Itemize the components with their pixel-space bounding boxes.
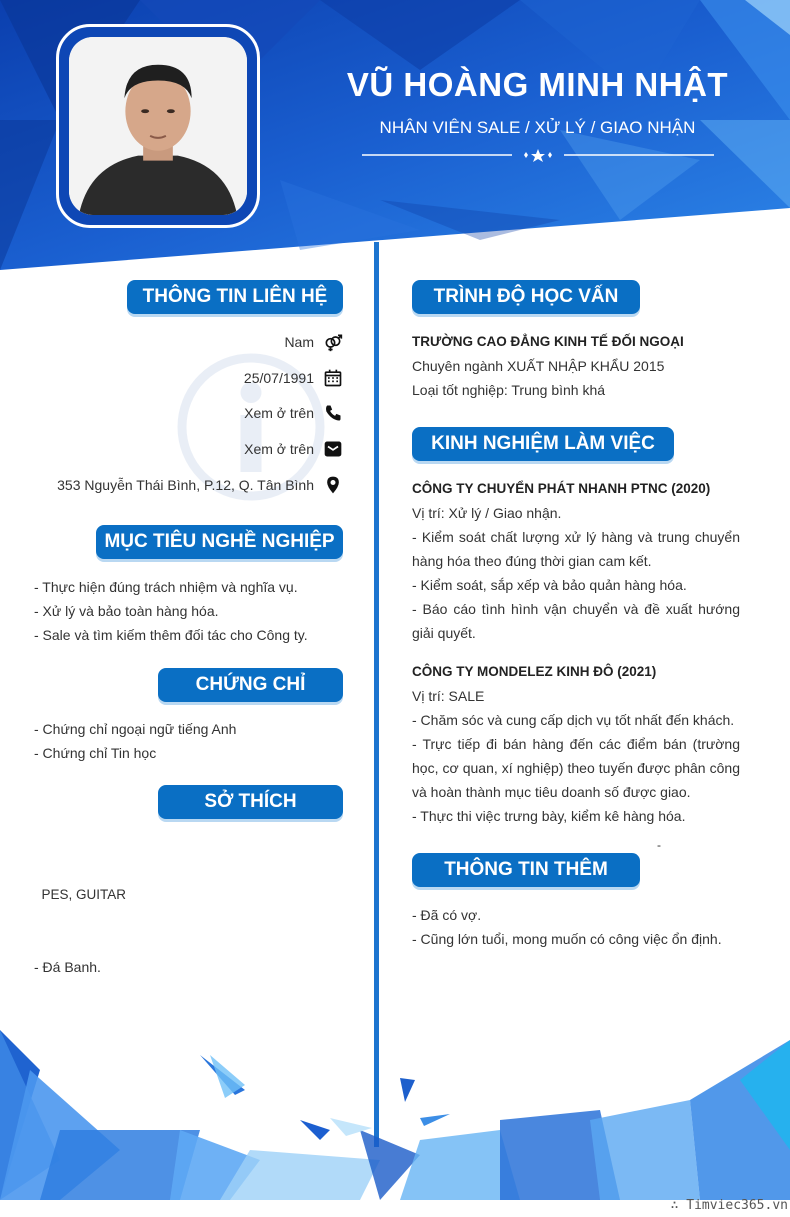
experience-duty: - Kiểm soát, sắp xếp và bảo quản hàng hóa. <box>412 577 687 593</box>
hobby-item: - Đá Banh. <box>34 959 101 975</box>
hobbies-list <box>34 835 354 1003</box>
credit-text: ∴ Timviec365.vn <box>670 1198 788 1213</box>
experience-duty: - Trực tiếp đi bán hàng đến các điểm bán (trường học, cơ quan, xí nghiệp) theo tuyến được phân công và hoàn thành mục tiêu doanh số được giao. <box>412 736 740 800</box>
footer-background <box>0 1010 790 1200</box>
email-value: Xem ở trên <box>244 441 314 457</box>
experience-duty: - Kiểm soát chất lượng xử lý hàng và trung chuyển hàng hóa theo đúng thời gian cam kết. <box>412 529 740 569</box>
full-name: VŨ HOÀNG MINH NHẬT <box>346 66 729 103</box>
avatar <box>69 37 247 215</box>
education-school: TRƯỜNG CAO ĐẲNG KINH TẾ ĐỐI NGOẠI <box>412 334 684 349</box>
contact-email <box>244 437 344 461</box>
experience-company: CÔNG TY CHUYỂN PHÁT NHANH PTNC (2020) <box>412 481 711 496</box>
experience-duty: - Chăm sóc và cung cấp dịch vụ tốt nhất đến khách. <box>412 712 735 728</box>
section-experience-heading: KINH NGHIỆM LÀM VIỆC <box>412 427 674 461</box>
phone-value: Xem ở trên <box>244 405 314 421</box>
phone-icon <box>322 402 344 424</box>
contact-phone <box>244 401 344 425</box>
stray-mark: - <box>657 838 661 852</box>
section-hobbies-heading: SỞ THÍCH <box>158 785 343 819</box>
experience-duty: - Thực thi việc trưng bày, kiểm kê hàng hóa. <box>412 808 686 824</box>
contact-address <box>57 473 344 497</box>
email-icon <box>322 438 344 460</box>
section-objective-heading: MỤC TIÊU NGHỀ NGHIỆP <box>96 525 343 559</box>
certificates-list <box>34 717 354 765</box>
section-certificates-heading: CHỨNG CHỈ <box>158 668 343 702</box>
certificate-item: - Chứng chỉ ngoại ngữ tiếng Anh <box>34 721 237 737</box>
contact-birthdate <box>244 366 344 390</box>
map-pin-icon <box>322 474 344 496</box>
additional-item: - Cũng lớn tuổi, mong muốn có công việc ổn định. <box>412 931 722 947</box>
additional-item: - Đã có vợ. <box>412 907 482 923</box>
experience-duty: - Báo cáo tình hình vận chuyển và đề xuất hướng giải quyết. <box>412 601 740 641</box>
section-education-heading: TRÌNH ĐỘ HỌC VẤN <box>412 280 640 314</box>
address-value: 353 Nguyễn Thái Bình, P.12, Q. Tân Bình <box>57 477 314 493</box>
gender-icon <box>322 331 344 353</box>
section-additional-heading: THÔNG TIN THÊM <box>412 853 640 887</box>
objective-list <box>34 575 354 647</box>
certificate-item: - Chứng chỉ Tin học <box>34 745 157 761</box>
avatar-frame <box>56 24 260 228</box>
gender-value: Nam <box>284 334 314 350</box>
education-major: Chuyên ngành XUẤT NHẬP KHẨU 2015 <box>412 358 665 374</box>
title-ornament <box>362 147 714 163</box>
experience-entry <box>412 477 740 645</box>
education-grade: Loại tốt nghiệp: Trung bình khá <box>412 382 606 398</box>
education-block <box>412 330 742 402</box>
experience-role: Vị trí: Xử lý / Giao nhận. <box>412 505 562 521</box>
experience-role: Vị trí: SALE <box>412 688 485 704</box>
birthdate-value: 25/07/1991 <box>243 370 314 386</box>
job-title: NHÂN VIÊN SALE / XỬ LÝ / GIAO NHẬN <box>379 118 696 137</box>
hobby-item: PES, GUITAR <box>34 887 127 902</box>
experience-company: CÔNG TY MONDELEZ KINH ĐÔ (2021) <box>412 664 657 679</box>
objective-item: - Thực hiện đúng trách nhiệm và nghĩa vụ. <box>34 579 298 595</box>
experience-entry <box>412 660 740 828</box>
contact-gender <box>284 330 344 354</box>
objective-item: - Sale và tìm kiếm thêm đối tác cho Công ty. <box>34 627 308 643</box>
section-contact-heading: THÔNG TIN LIÊN HỆ <box>127 280 343 314</box>
objective-item: - Xử lý và bảo toàn hàng hóa. <box>34 603 219 619</box>
additional-list <box>412 903 742 951</box>
calendar-icon <box>322 367 344 389</box>
